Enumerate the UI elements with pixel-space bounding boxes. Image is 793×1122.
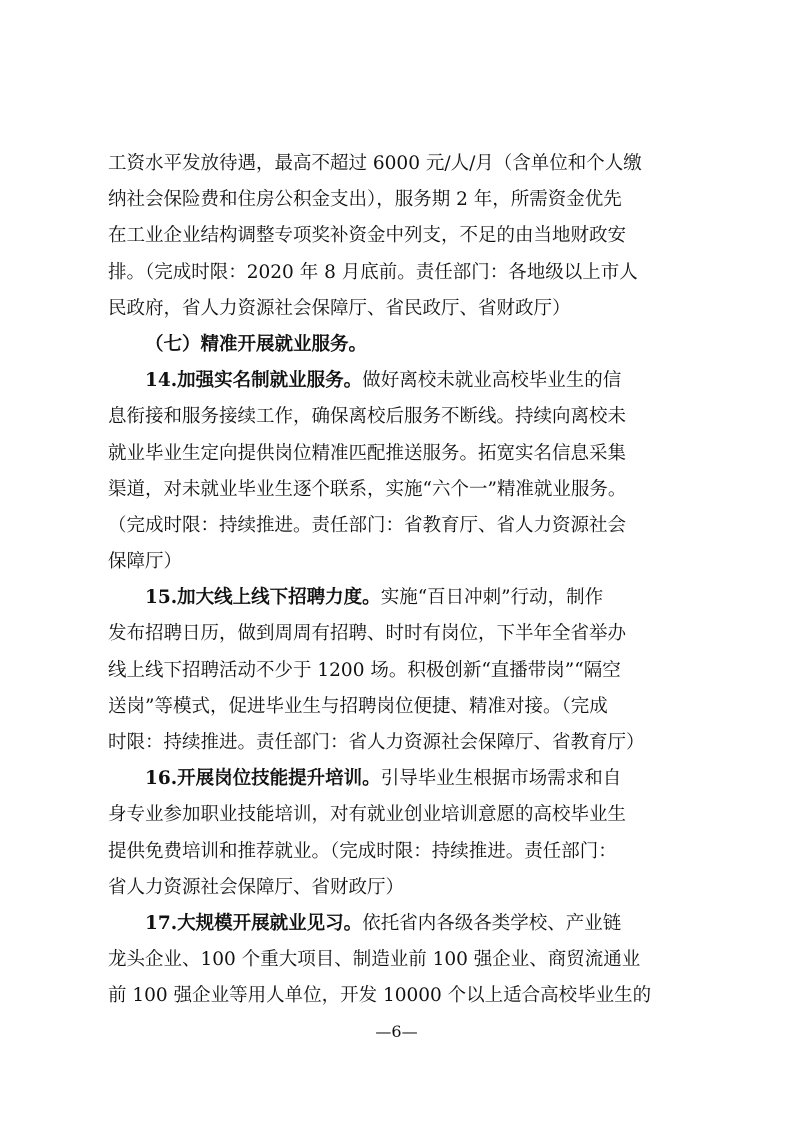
paragraph-line: 发布招聘日历，做到周周有招聘、时时有岗位，下半年全省举办 (108, 623, 627, 645)
paragraph-line: 身专业参加职业技能培训，对有就业创业培训意愿的高校毕业生 (108, 804, 627, 826)
paragraph-line: 提供免费培训和推荐就业。（完成时限：持续推进。责任部门： (108, 840, 617, 862)
paragraph-line: 省人力资源社会保障厅、省财政厅） (108, 876, 405, 898)
paragraph-line: 线上线下招聘活动不少于 1200 场。积极创新“直播带岗”“隔空 (108, 659, 621, 681)
item-first-line (108, 363, 678, 399)
paragraph-line: 渠道，对未就业毕业生逐个联系，实施“六个一”精准就业服务。 (108, 478, 627, 500)
item-first-line (108, 906, 678, 942)
item-title: 16.开展岗位技能提升培训。 (145, 768, 381, 790)
item-text: 引导毕业生根据市场需求和自 (380, 768, 622, 790)
item-text: 做好离校未就业高校毕业生的信 (362, 370, 622, 392)
paragraph-line: 工资水平发放待遇，最高不超过 6000 元/人/月（含单位和个人缴 (108, 153, 642, 174)
item-title: 14.加强实名制就业服务。 (145, 370, 363, 392)
paragraph-line: 前 100 强企业等用人单位，开发 10000 个以上适合高校毕业生的 (108, 985, 652, 1007)
page-number: —6— (375, 1022, 418, 1041)
paragraph-line: 就业毕业生定向提供岗位精准匹配推送服务。拓宽实名信息采集 (108, 442, 627, 464)
paragraph-line: （完成时限：持续推进。责任部门：省教育厅、省人力资源社会 (108, 514, 627, 536)
item-text: 实施“百日冲刺”行动，制作 (380, 587, 604, 609)
paragraph-line: 民政府，省人力资源社会保障厅、省民政厅、省财政厅） (108, 297, 571, 319)
paragraph-line: 龙头企业、100 个重大项目、制造业前 100 强企业、商贸流通业 (108, 949, 641, 971)
paragraph-line: 保障厅） (108, 551, 183, 573)
item-text: 依托省内各级各类学校、产业链 (362, 912, 622, 934)
item-first-line (108, 761, 678, 797)
item-first-line (108, 580, 678, 616)
item-title: 17.大规模开展就业见习。 (145, 912, 363, 934)
paragraph-line: 送岗”等模式，促进毕业生与招聘岗位便捷、精准对接。（完成 (108, 695, 608, 717)
paragraph-line: 在工业企业结构调整专项奖补资金中列支，不足的由当地财政安 (108, 225, 627, 247)
document-body (108, 146, 678, 1015)
section-heading: （七）精准开展就业服务。 (145, 333, 368, 355)
paragraph-line: 纳社会保险费和住房公积金支出），服务期 2 年，所需资金优先 (108, 189, 622, 211)
item-title: 15.加大线上线下招聘力度。 (145, 587, 381, 609)
paragraph-line: 排。（完成时限：2020 年 8 月底前。责任部门：各地级以上市人 (108, 261, 638, 283)
paragraph-line: 时限：持续推进。责任部门：省人力资源社会保障厅、省教育厅） (108, 732, 645, 753)
paragraph-line: 息衔接和服务接续工作，确保离校后服务不断线。持续向离校未 (108, 406, 627, 428)
